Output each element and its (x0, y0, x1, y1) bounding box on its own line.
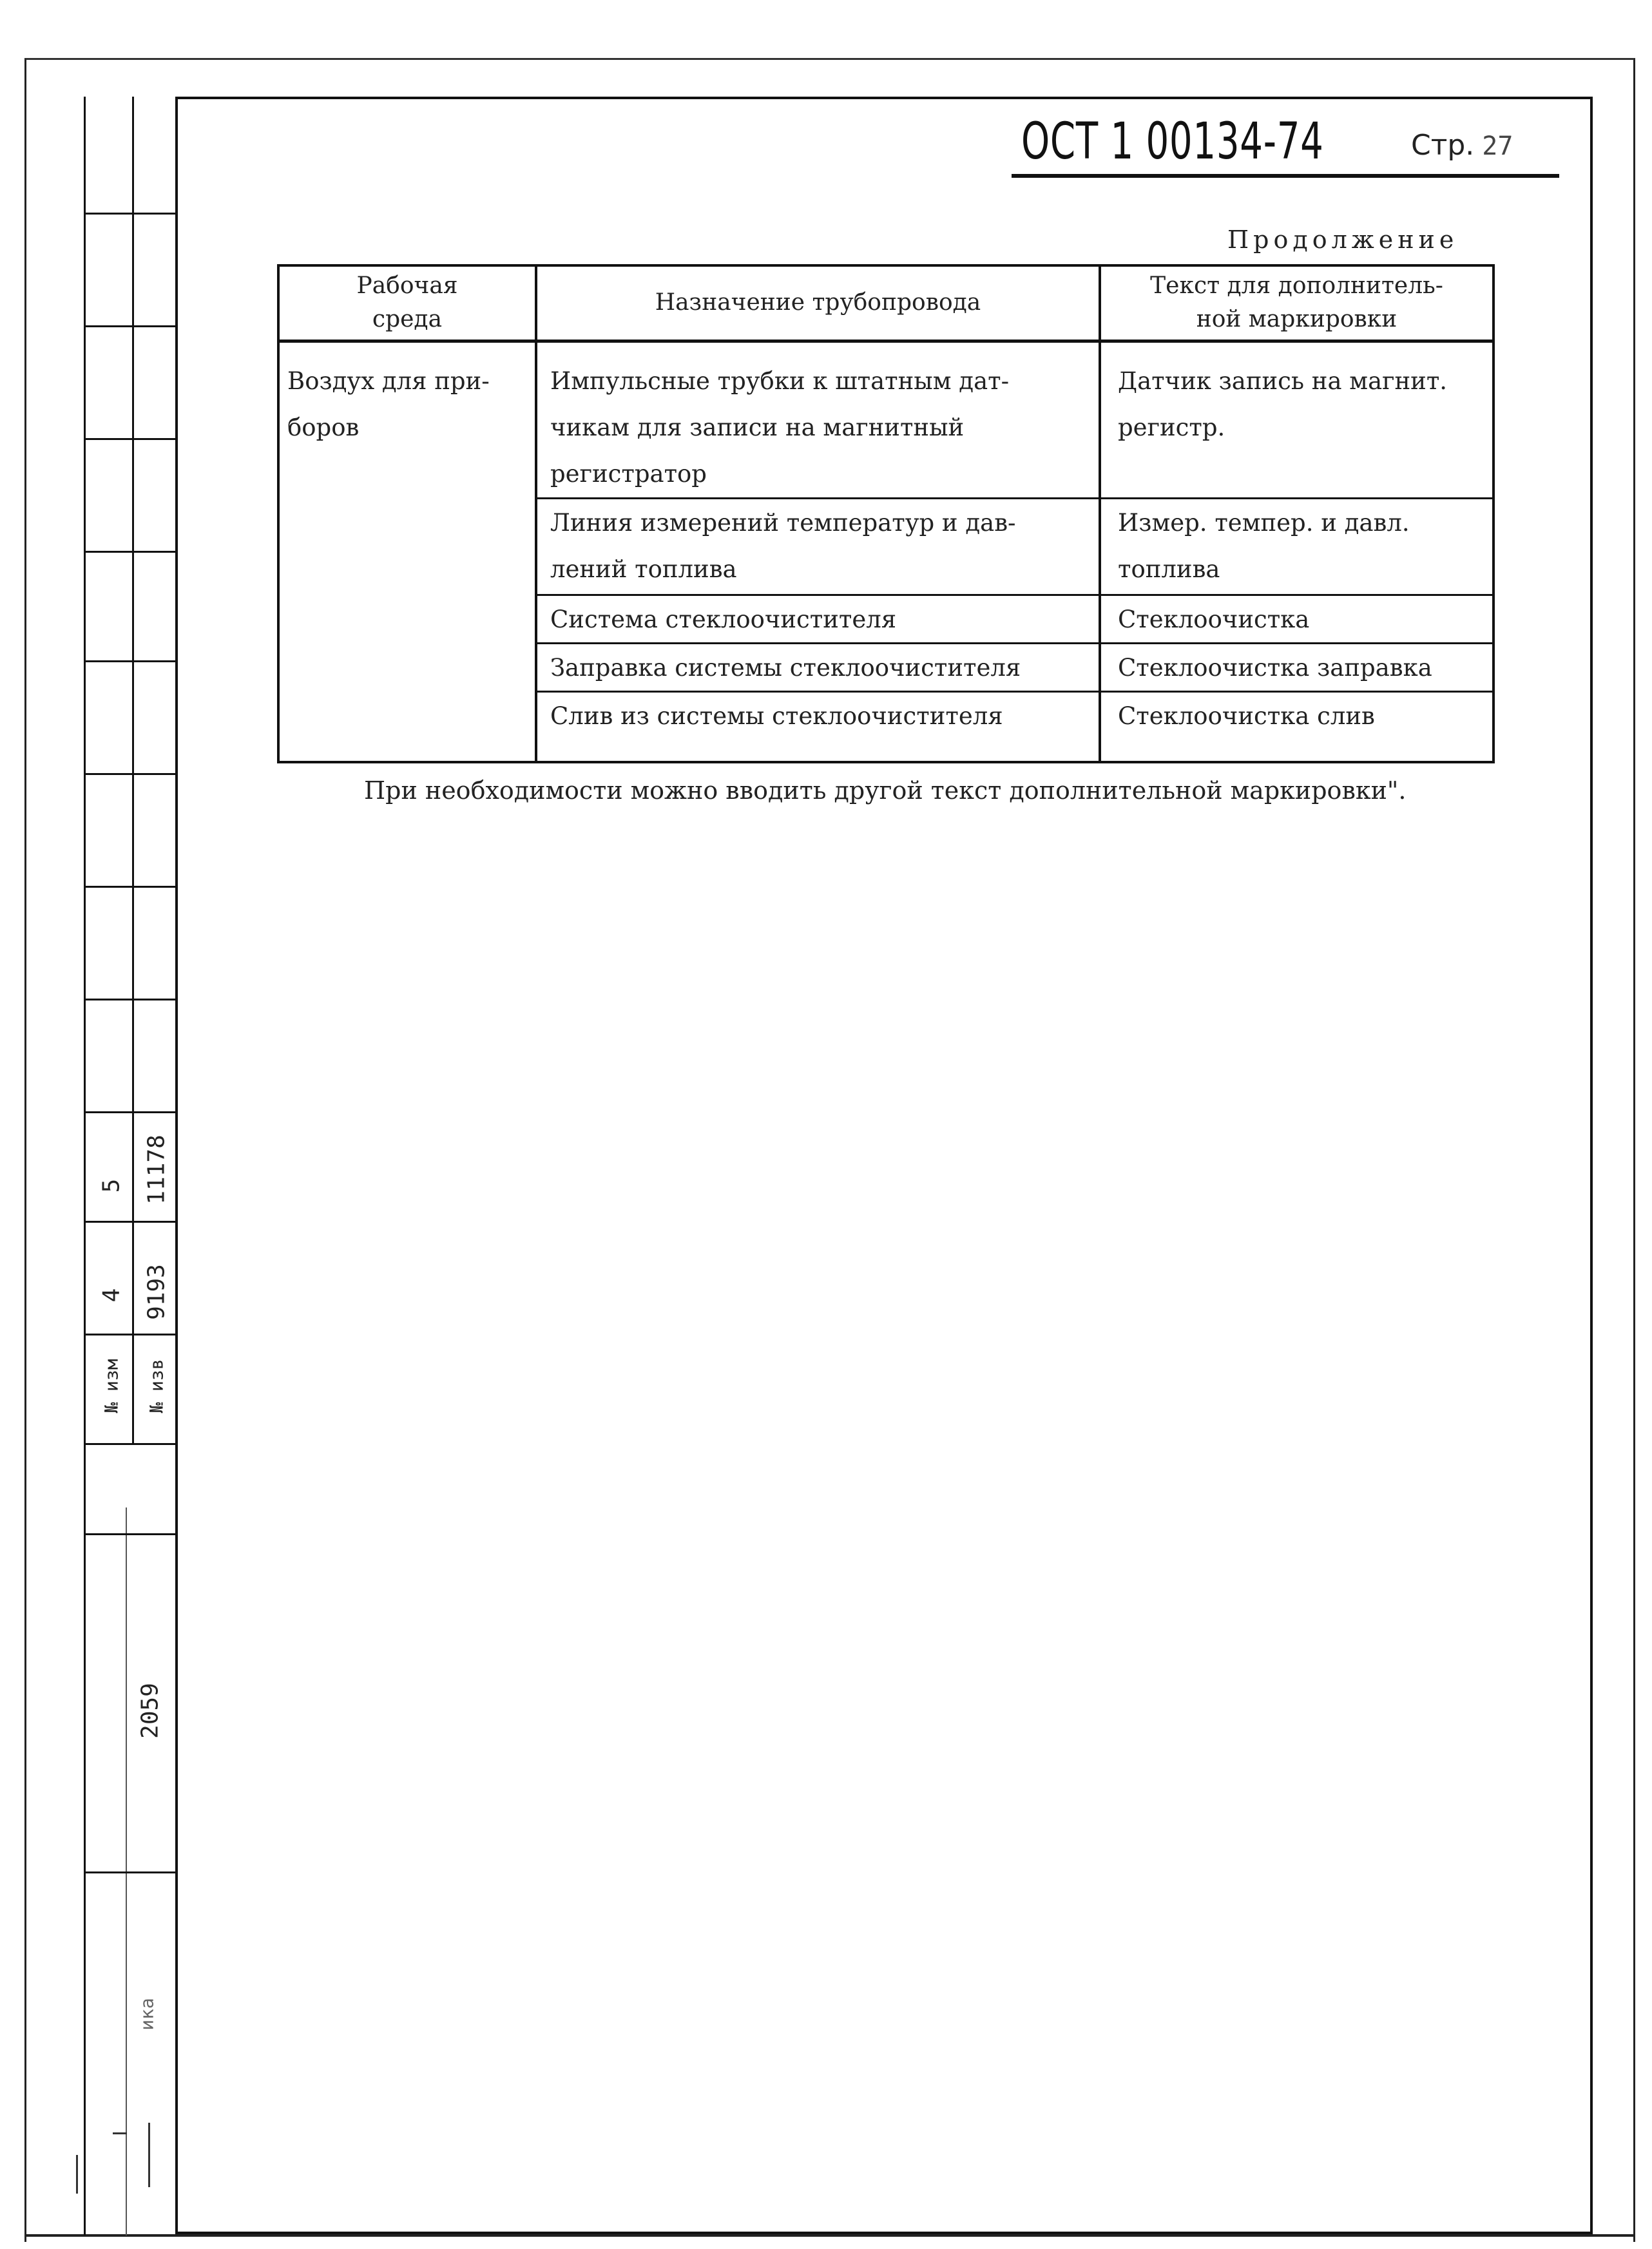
row-divider (535, 594, 1495, 596)
medium-line: Воздух для при- (287, 367, 490, 395)
table-col-divider (1099, 264, 1101, 763)
header-medium-line: среда (372, 306, 443, 332)
marking-line: Стеклоочистка (1118, 606, 1310, 633)
marking-line: Стеклоочистка заправка (1118, 654, 1432, 682)
table-row-5-marking (1118, 693, 1375, 740)
header-medium (280, 269, 535, 336)
margin-row (84, 1871, 175, 1873)
header-purpose (537, 286, 1099, 320)
purpose-line: Заправка системы стеклоочистителя (550, 654, 1021, 682)
marking-line: Стеклоочистка слив (1118, 702, 1375, 730)
margin-row (84, 438, 175, 440)
header-purpose-line: Назначение трубопровода (655, 289, 981, 316)
table-border-right (1492, 264, 1495, 763)
notice-no-label: № изв (146, 1359, 168, 1413)
marking-line: Датчик запись на магнит. (1118, 367, 1448, 395)
marking-line: регистр. (1118, 414, 1225, 441)
margin-row (84, 886, 175, 888)
table-row-2-marking (1118, 500, 1410, 593)
bottom-border (24, 2234, 1635, 2237)
scan-mark (76, 2155, 78, 2194)
footnote: При необходимости можно вводить другой текст дополнительной маркировки". (364, 776, 1407, 805)
purpose-line: регистратор (550, 460, 707, 488)
table-header-divider (277, 340, 1495, 343)
table-row-3-marking (1118, 597, 1309, 643)
purpose-line: Линия измерений температур и дав- (550, 509, 1016, 537)
header-marking-line: Текст для дополнитель- (1150, 273, 1443, 299)
purpose-line: Слив из системы стеклоочистителя (550, 702, 1003, 730)
partial-label: ика (136, 1998, 158, 2031)
change-4: 4 (98, 1288, 125, 1303)
table-row-1-marking (1118, 358, 1447, 451)
marking-table (277, 264, 1495, 763)
margin-row (84, 1221, 175, 1223)
change-no-label: № изм (101, 1359, 122, 1413)
header-medium-line: Рабочая (356, 273, 458, 299)
page-label: Стр. (1411, 129, 1475, 162)
margin-row (84, 1533, 175, 1535)
document-code-underline (1012, 174, 1559, 178)
margin-line-middle (132, 97, 134, 1443)
marking-line: топлива (1118, 555, 1220, 583)
table-row-4-purpose (550, 645, 1021, 691)
inventory-number: 2059 (137, 1683, 164, 1739)
table-row-3-purpose (550, 597, 896, 643)
table-row-5-purpose (550, 693, 1003, 740)
table-col-divider (535, 264, 537, 763)
margin-row (84, 773, 175, 775)
change-5: 5 (98, 1178, 125, 1193)
scan-mark (148, 2123, 150, 2187)
margin-line-outer (84, 97, 86, 2235)
continuation-label: Продолжение (1227, 225, 1459, 254)
margin-row (84, 1111, 175, 1113)
header-marking-line: ной маркировки (1196, 306, 1397, 332)
medium-line: боров (287, 414, 360, 441)
purpose-line: чикам для записи на магнитный (550, 414, 965, 441)
margin-row (84, 1443, 175, 1445)
margin-row (84, 213, 175, 215)
page-number: 27 (1482, 131, 1513, 161)
table-row-4-marking (1118, 645, 1432, 691)
margin-row (84, 325, 175, 327)
table-border-bottom (277, 761, 1495, 763)
margin-row (84, 660, 175, 662)
table-border-top (277, 264, 1495, 267)
scan-mark (113, 2132, 127, 2134)
row-divider (535, 497, 1495, 499)
notice-5: 11178 (143, 1134, 170, 1205)
purpose-line: лений топлива (550, 555, 737, 583)
header-marking (1101, 269, 1492, 336)
table-border-left (277, 264, 280, 763)
margin-row (84, 999, 175, 1000)
marking-line: Измер. темпер. и давл. (1118, 509, 1410, 537)
purpose-line: Система стеклоочистителя (550, 606, 897, 633)
page-indicator (1411, 129, 1513, 162)
document-code: ОСТ 1 00134-74 (1021, 113, 1324, 171)
medium-cell (287, 358, 490, 451)
table-row-1-purpose (550, 358, 1009, 497)
purpose-line: Импульсные трубки к штатным дат- (550, 367, 1010, 395)
margin-row (84, 551, 175, 553)
notice-4: 9193 (143, 1264, 170, 1320)
table-row-2-purpose (550, 500, 1016, 593)
